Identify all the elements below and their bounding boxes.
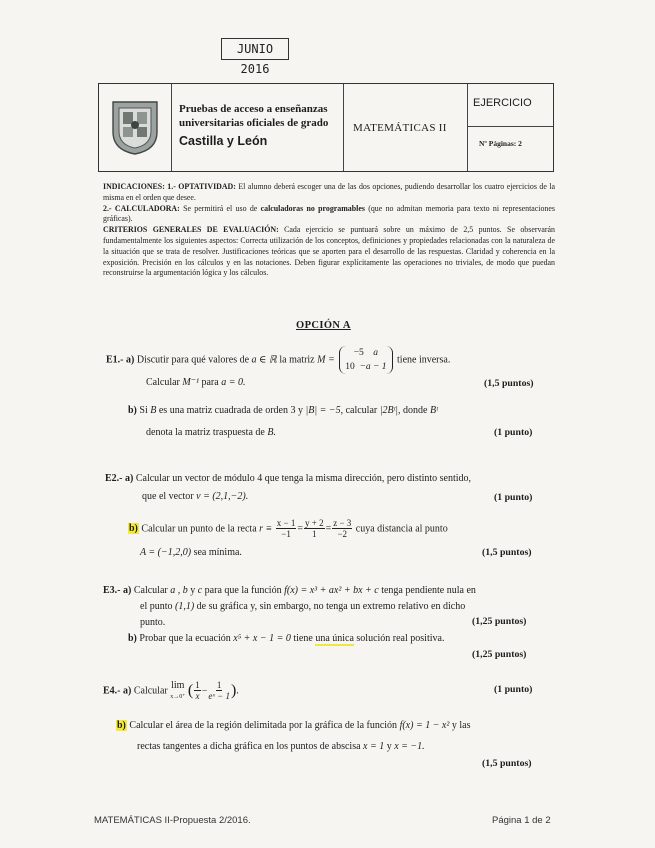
frac-numerator: z − 3 [333, 518, 352, 528]
e3-b-equation: x⁵ + x − 1 = 0 [233, 633, 291, 644]
e2-fraction-z [332, 518, 352, 540]
e1-b-points: (1 punto) [494, 427, 533, 438]
header-subject-cell [343, 84, 468, 171]
e3-a-point: (1,1) [175, 601, 195, 612]
e3-a-function: f(x) = x³ + ax² + bx + c [284, 585, 379, 596]
minus-sign: − [201, 685, 208, 697]
e3-b-label: b) [128, 633, 137, 644]
limit-subscript: x→0⁺ [170, 693, 186, 700]
e3-b-highlighted-text: una única [315, 633, 354, 644]
e2-label: E2.- [105, 473, 123, 484]
e1-a-line2-text-2: para [201, 377, 219, 388]
e2-b-line2-text: sea mínima. [193, 547, 242, 558]
e1-b-line2-text: denota la matriz traspuesta de [146, 427, 265, 438]
e1-b-var: B [150, 405, 157, 416]
exercise-label: EJERCICIO [473, 97, 532, 109]
equals-sign: = [297, 523, 303, 535]
e2-fraction-y [304, 518, 325, 540]
e3-a-conj: y [190, 585, 196, 596]
e3-a-text-3: tenga pendiente nula en [381, 585, 476, 596]
frac-denominator: eˣ − 1 [208, 691, 230, 701]
e1-b-line [128, 405, 438, 416]
e1-b-det: |B| = −5 [305, 405, 341, 416]
e2-a-vector: v = (2,1,−2). [196, 491, 249, 502]
matrix-cell: 10 [345, 362, 355, 372]
e4-b-conj: y [386, 741, 392, 752]
e1-b-label: b) [128, 405, 137, 416]
header-institution-cell [171, 84, 344, 171]
e1-matrix [339, 346, 392, 374]
e4-limit [170, 681, 185, 702]
e2-a-label: a) [125, 473, 134, 484]
frac-numerator: x − 1 [276, 518, 296, 528]
e2-fraction-x [276, 518, 297, 540]
e1-a-points: (1,5 puntos) [484, 378, 534, 389]
e1-b-text-1: Si [139, 405, 148, 416]
e2-a-line [105, 473, 471, 484]
e3-a-text-1: Calcular [133, 585, 168, 596]
header-exercise-cell [467, 84, 553, 171]
criteria-label: CRITERIOS GENERALES DE EVALUACIÓN: [103, 225, 279, 235]
e4-b-abscissa-1: x = 1 [363, 741, 385, 752]
e3-b-text-2: tiene [293, 633, 313, 644]
e4-fraction-2 [208, 680, 230, 702]
e3-b-points: (1,25 puntos) [472, 649, 527, 660]
exam-header-table [98, 83, 554, 172]
e2-b-line [128, 518, 448, 540]
region-name: Castilla y León [179, 134, 268, 148]
e1-a-label: a) [126, 354, 135, 366]
e4-b-points: (1,5 puntos) [482, 758, 532, 769]
footer-left: MATEMÁTICAS II-Propuesta 2/2016. [94, 815, 251, 826]
e4-b-line2 [137, 741, 425, 752]
matrix-cell: −5 [353, 348, 364, 358]
page-count-label: Nº Páginas: 2 [479, 139, 522, 148]
calculator-bold: calculadoras no programables [260, 203, 365, 213]
e4-a-label: a) [123, 685, 132, 697]
calculator-label: 2.- CALCULADORA: [103, 203, 180, 213]
e2-a-line2-text: que el vector [142, 491, 194, 502]
frac-denominator: −1 [281, 529, 291, 539]
e4-a-text: Calcular [133, 685, 168, 697]
left-paren: ( [187, 682, 194, 699]
e2-b-text-1: Calcular un punto de la recta [141, 523, 257, 535]
e2-b-point: A = (−1,2,0) [140, 547, 192, 558]
e1-a-line2-expr: M⁻¹ [182, 377, 199, 388]
e1-b-text-4: , donde [398, 405, 428, 416]
handwritten-date-tag: JUNIO 2016 [221, 38, 289, 60]
e3-a-line2-text-2: de su gráfica y, sin embargo, no tenga un extremo relativo en dicho [196, 601, 466, 612]
calculator-text-2: (que no admitan memoria para texto ni representaciones gráficas). [103, 203, 555, 224]
frac-numerator: y + 2 [305, 518, 324, 528]
e3-a-line [103, 585, 476, 596]
e4-b-text-2: y las [451, 720, 471, 731]
frac-numerator: 1 [216, 680, 222, 690]
e1-a-line2 [146, 377, 245, 388]
e4-b-line2-text: rectas tangentes a dicha gráfica en los puntos de abscisa [137, 741, 361, 752]
header-divider [467, 126, 553, 127]
e3-b-text-3: solución real positiva. [356, 633, 445, 644]
matrix-cell: −a − 1 [359, 362, 387, 372]
e3-b-text-1: Probar que la ecuación [139, 633, 231, 644]
e2-b-points: (1,5 puntos) [482, 547, 532, 558]
e4-b-line [116, 720, 470, 731]
matrix-cell: a [373, 348, 379, 358]
e1-a-line2-cond: a = 0. [221, 377, 246, 388]
e1-b-line2-var: B. [267, 427, 276, 438]
e1-a-text-2: la matriz [279, 354, 315, 366]
e2-a-line2 [142, 491, 248, 502]
e4-label: E4.- [103, 685, 121, 697]
frac-denominator: x [195, 691, 200, 701]
e2-b-line-name: r ≡ [259, 523, 273, 535]
e1-b-text-2: es una matriz cuadrada de orden 3 y [158, 405, 303, 416]
e4-a-line [103, 680, 239, 702]
e3-a-line3: punto. [140, 617, 166, 628]
e3-a-var-c: c [197, 585, 203, 596]
e4-a-end: . [236, 685, 239, 697]
e1-a-cond: a ∈ ℝ [251, 354, 277, 366]
instructions-label: INDICACIONES: [103, 182, 165, 191]
e1-b-text-3: , calcular [340, 405, 378, 416]
e1-a-text-1: Discutir para qué valores de [136, 354, 250, 366]
institution-title: Pruebas de acceso a enseñanzas universitarias oficiales de grado [179, 103, 329, 129]
e4-a-points: (1 punto) [494, 684, 533, 695]
e4-fraction-1 [194, 680, 201, 702]
header-seal-cell [99, 84, 172, 171]
e2-b-text-2: cuya distancia al punto [355, 523, 448, 535]
e1-a-text-3: tiene inversa. [397, 354, 451, 366]
e4-b-function: f(x) = 1 − x² [399, 720, 450, 731]
e2-a-points: (1 punto) [494, 492, 533, 503]
calculator-text-1: Se permitirá el uso de [183, 203, 258, 213]
e2-a-text: Calcular un vector de módulo 4 que tenga la misma dirección, pero distinto sentido, [135, 473, 472, 484]
e4-b-text-1: Calcular el área de la región delimitada por la gráfica de la función [129, 720, 398, 731]
e3-a-line2 [140, 601, 465, 612]
e1-b-expr: |2Bᵗ| [379, 405, 399, 416]
e1-label: E1.- [106, 354, 124, 366]
e1-matrix-name: M = [317, 354, 335, 366]
e3-a-text-2: para que la función [204, 585, 282, 596]
e1-a-line [106, 346, 450, 374]
instructions-block [103, 182, 555, 279]
frac-denominator: 1 [312, 529, 317, 539]
equals-sign: = [325, 523, 332, 535]
e4-b-abscissa-2: x = −1. [394, 741, 425, 752]
e3-label: E3.- [103, 585, 121, 596]
e3-a-vars: a , b [170, 585, 188, 596]
university-seal-icon [109, 98, 161, 156]
e4-b-label: b) [117, 720, 126, 731]
optativity-label: 1.- OPTATIVIDAD: [167, 182, 236, 191]
e1-a-line2-text: Calcular [146, 377, 180, 388]
subject-name: MATEMÁTICAS II [353, 122, 447, 134]
e3-a-line2-text-1: el punto [140, 601, 173, 612]
limit-operator: lim [171, 679, 185, 691]
right-paren: ) [230, 682, 237, 699]
e3-a-points: (1,25 puntos) [472, 616, 527, 627]
e3-a-label: a) [123, 585, 132, 596]
e1-b-transpose: Bᵗ [429, 405, 438, 416]
e2-b-line2 [140, 547, 242, 558]
frac-numerator: 1 [195, 680, 200, 690]
footer-page-number: Página 1 de 2 [492, 815, 551, 826]
frac-denominator: −2 [337, 529, 348, 539]
e3-b-line [128, 633, 444, 644]
option-title: OPCIÓN A [296, 320, 351, 331]
e2-b-label: b) [129, 523, 138, 535]
optativity-text: El alumno deberá escoger una de las dos opciones, pudiendo desarrollar los cuatro ejercicios de la misma en el orden que desee. [103, 182, 555, 202]
e1-b-line2 [146, 427, 276, 438]
criteria-text: Cada ejercicio se puntuará sobre un máximo de 2,5 puntos. Se observarán fundamentalmente los siguientes aspectos: Correcta utilización de los conceptos, definiciones y propiedades relacionadas con la naturaleza de la situación que se trata de resolver. Justificaciones teóricas que se aporten para el desarrollo de las respuestas. Claridad y coherencia en la exposición. Precisión en los cálculos y en las notaciones. Deben figurar explícitamente las operaciones no triviales, de modo que puedan reconstruirse la argumentación lógica y los cálculos. [103, 225, 555, 278]
